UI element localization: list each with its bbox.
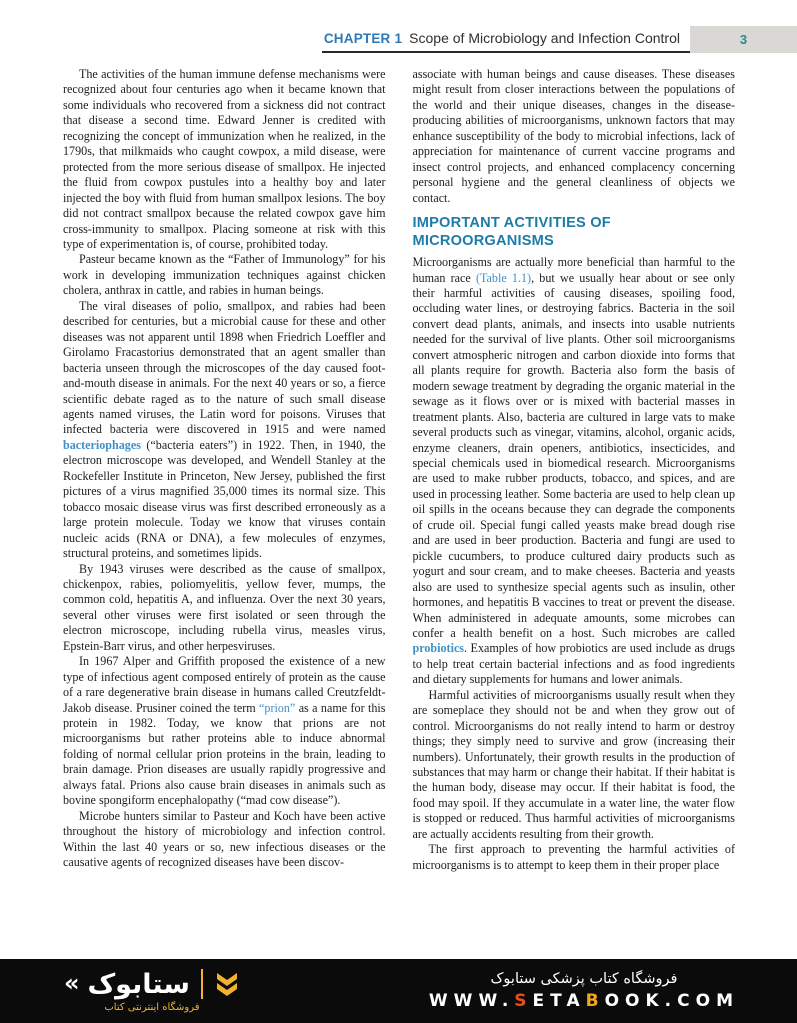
setabook-logo (64, 969, 240, 1013)
url-letter: O (695, 991, 717, 1011)
text-run: Microorganisms are actually more beneficial than harmful to the human race (412, 255, 735, 285)
paragraph (413, 688, 736, 843)
url-letter: C (677, 991, 696, 1011)
paragraph (63, 299, 386, 562)
url-letter: O (604, 991, 626, 1011)
logo-divider (201, 969, 203, 999)
inline-key-term: “prion” (259, 700, 296, 715)
site-url (429, 991, 739, 1011)
footer-banner (0, 959, 797, 1023)
double-chevron-down-icon (214, 971, 240, 998)
paragraph (63, 562, 386, 655)
inline-key-term: probiotics (412, 641, 465, 656)
paragraph (413, 67, 736, 206)
text-run: , but we usually hear about or see only their harmful activities of causing diseases, spoiling food, occluding water lines, or destroying fabrics. Bacteria in the soil convert dead plants, animals, and insects into usable nutrients needed for the survival of live plants. Other soil microorganisms convert atmospheric nitrogen and carbon dioxide into forms that all plants require for growth. Bacteria also form the basis of modern sewage treatment by degrading the organic material in the sewage as it flows over or is mixed with bacterial masses in treatment plants. Also, bacteria are cultured in large vats to make several products such as vinegar, vitamins, alcohol, organic acids, enzyme cleaners, drain openers, antibiotics, insecticides, and special chemicals used in biomedical research. Microorganisms are used to make rubber products, tobacco, and spices, and are used in processing leather. Some bacteria are used to help clean up oil spills in the oceans because they can degrade the components of crude oil. Special fungi called yeasts make bread dough rise and are used in beer production. Bacteria and fungi are used to pickle cucumbers, to produce cultured dairy products such as yogurt and sour cream, and to make cheeses. Bacteria and yeasts also are used to synthesize special agents such as insulin, other hormones, and hepatitis B vaccines to treat or prevent the disease. When administered in adequate amounts, some microbes can confer a health benefit on a host. Such microbes are called (412, 270, 735, 640)
text-run: The first approach to preventing the harmful activities of microorganisms is to attempt to keep them in their proper place (412, 842, 735, 872)
left-column (63, 67, 386, 953)
right-column (413, 67, 736, 953)
text-run: associate with human beings and cause diseases. These diseases might result from closer interactions between the populations of the world and their unique diseases, changes in the disease-producing abilities of microorganisms, unknown factors that may enhance susceptibility of the body to microbial infections, lack of appreciation for maintenance of current vaccine programs and insect control projects, and enhanced complacency concerning personal hygiene and the general cleanliness of objects we contact. (412, 67, 735, 205)
inline-key-term: bacteriophages (63, 437, 141, 452)
chapter-label: CHAPTER 1 (323, 31, 403, 46)
text-run: In 1967 Alper and Griffith proposed the existence of a new type of infectious agent composed entirely of protein as the cause of a rare degenerative brain disease in humans called Creutzfeldt-Jakob disease. Prusiner coined the term (63, 654, 386, 715)
url-letter: W (428, 991, 454, 1011)
text-run: as a name for this protein in 1982. Today, we know that prions are not microorganisms but rather proteins able to induce abnormal folding of normal cellular prion proteins in the brain, leading to brain damage. Prion diseases are usually rapidly progressive and always fatal. Prions also cause brain diseases in animals such as bovine spongiform encephalopathy (“mad cow disease”). (63, 700, 386, 808)
text-run: . Examples of how probiotics are used include as drugs to help treat certain bacterial infections and as food ingredients and dietary supplements for humans and lower animals. (412, 641, 735, 687)
url-letter: M (716, 991, 739, 1011)
page-body (0, 53, 797, 959)
logo-caption: فروشگاه اینترنتی کتاب (104, 1002, 200, 1013)
url-letter: S (514, 991, 533, 1011)
paragraph (63, 809, 386, 871)
url-dot: . (501, 991, 515, 1011)
footer-site-info (429, 971, 739, 1011)
inline-key-term: (Table 1.1) (475, 270, 532, 285)
section-heading: IMPORTANT ACTIVITIES OF MICROORGANISMS (412, 215, 611, 249)
url-letter: K (645, 991, 665, 1011)
site-name-persian: فروشگاه کتاب پزشکی ستابوک (490, 971, 678, 987)
page-header (0, 0, 797, 53)
page-number-band (690, 26, 797, 53)
paragraph (413, 842, 736, 873)
url-letter: E (532, 991, 551, 1011)
text-run: Harmful activities of microorganisms usually result when they are someplace they should not be and when they grow out of control. Microorganisms do not really intend to harm or destroy things; they simply need to survive and grow (increasing their numbers). Unfortunately, their growth results in the production of substances that may harm or change their habitat. If their habitat is the human body, disease may occur. If their habitat is food, the food may spoil. If they accumulate in a water line, the water flow is stopped or reduced. Thus harmful activities of microorganisms are actually accidents resulting from their growth. (412, 687, 735, 841)
text-run: The viral diseases of polio, smallpox, and rabies had been described for centuries, but a microbial cause for these and other diseases was not apparent until 1898 when Friedrich Loeffler and Girolamo Fracastorius demonstrated that an agent smaller than bacteria unseen through the microscopes of the day caused foot-and-mouth disease in animals. For the next 40 years or so, a fierce scientific debate raged as to the nature of such small disease agents named viruses, the Latin word for poisons. Viruses that infected bacteria were discovered in 1915 and were named (63, 298, 386, 437)
text-run: Pasteur became known as the “Father of Immunology” for his work in developing immunization techniques against chicken cholera, anthrax in cattle, and rabies in human beings. (63, 252, 386, 298)
logo-wordmark: ستابوک (87, 968, 190, 1000)
paragraph (63, 67, 386, 252)
url-letter: B (585, 991, 605, 1011)
running-head (322, 30, 690, 53)
paragraph (63, 252, 386, 298)
url-letter: W (478, 991, 502, 1011)
url-letter: T (550, 991, 567, 1011)
url-dot: . (664, 991, 678, 1011)
text-run: By 1943 viruses were described as the cause of smallpox, chickenpox, rabies, poliomyelitis, yellow fever, mumps, the common cold, hepatitis A, and influenza. Over the next 30 years, several other viruses were first isolated or seen through the electron microscope, including rubella virus, measles virus, Epstein-Barr virus, and other herpesviruses. (63, 561, 386, 653)
text-run: The activities of the human immune defense mechanisms were recognized about four centuries ago when it became known that some individuals who recovered from a sickness did not contract that disease a second time. Edward Jenner is credited with recognizing the concept of immunization when he realized, in the 1790s, that milkmaids who caught cowpox, a mild disease, were protected from the more serious disease of smallpox. He injected the fluid from cowpox pustules into a healthy boy and later injected the boy with fluid from human smallpox lesions. The boy did not contract smallpox because the related cowpox gave him cross-immunity to smallpox. Placing someone at risk with this type of experimentation is, of course, prohibited today. (63, 67, 386, 251)
logo-row (64, 969, 240, 999)
url-letter: O (625, 991, 646, 1011)
logo-guillemet-mark: « (64, 968, 80, 997)
text-run: (“bacteria eaters”) in 1922. Then, in 1940, the electron microscope was developed, and Wendell Stanley at the Rockefeller Institute in Princeton, New Jersey, published the first pictures of a virus magnified 35,000 times its normal size. This tobacco mosaic disease virus was first described erroneously as a large protein molecule. Today we know that viruses contain nucleic acids (RNA or DNA), a few molecules of enzymes, structural proteins, and sometimes lipids. (63, 437, 386, 561)
paragraph (63, 654, 386, 809)
text-run: Microbe hunters similar to Pasteur and Koch have been active throughout the history of microbiology and infection control. Within the last 40 years or so, new infectious diseases or the causative agents of recognized diseases have been discov- (63, 808, 386, 870)
paragraph (413, 255, 736, 688)
page-number: 3 (739, 32, 748, 47)
url-letter: A (566, 991, 586, 1011)
chapter-title: Scope of Microbiology and Infection Control (409, 30, 680, 46)
two-column-layout (63, 67, 735, 953)
url-letter: W (453, 991, 479, 1011)
